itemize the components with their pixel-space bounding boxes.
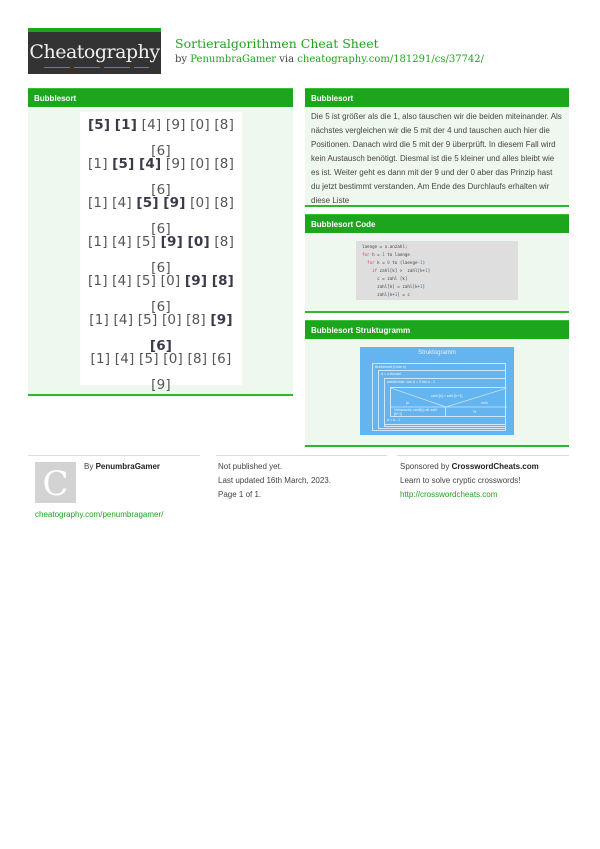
array-element: [8] — [214, 195, 235, 211]
sheet-url-link[interactable]: cheatography.com/181291/cs/37742/ — [297, 54, 485, 65]
sponsor-tagline: Learn to solve cryptic crosswords! — [400, 476, 521, 485]
empty-branch: % — [473, 410, 477, 414]
code-image — [356, 241, 518, 300]
swap-step-row — [80, 190, 242, 237]
footer-sponsor — [400, 460, 539, 502]
array-element: [1] — [89, 312, 109, 328]
array-element: [9] — [210, 312, 233, 328]
array-element: [4] — [112, 273, 132, 289]
code-line: laenge = x.anzahl; — [362, 244, 408, 249]
no-label: nein — [481, 401, 488, 405]
panel-bubblesort-text — [305, 88, 569, 207]
array-element: [0] — [161, 312, 182, 328]
array-element: [0] — [190, 156, 210, 172]
array-element: [9] — [184, 273, 208, 289]
footer-divider — [397, 455, 569, 456]
swap-branch: Vertausche zahl[b] mit zahl [b+1] — [391, 407, 446, 417]
footer-divider — [28, 455, 200, 456]
struct-block-outer: Bubblesort (Liste x) — [372, 363, 506, 431]
array-element: [1] — [87, 156, 108, 172]
by-label: by — [175, 54, 188, 65]
array-element: [4] — [139, 156, 162, 172]
swap-step-row — [80, 229, 242, 276]
footer-author-name[interactable]: PenumbraGamer — [95, 462, 161, 471]
array-element: [4] — [112, 195, 132, 211]
last-updated: Last updated 16th March, 2023. — [218, 476, 331, 485]
by-label: By — [84, 462, 94, 471]
footer-divider — [216, 455, 387, 456]
published-status: Not published yet. — [218, 462, 283, 471]
array-element: [8] — [214, 156, 235, 172]
author-link[interactable]: PenumbraGamer — [190, 54, 277, 65]
array-element: [9] — [151, 377, 171, 393]
array-element: [4] — [112, 234, 132, 250]
array-element: [0] — [187, 234, 210, 250]
panel-body-text: Die 5 ist größer als die 1, also tauschen wir die beiden miteinander. Als nächstes vergleichen wir die 5 mit der 4 und tauschen auch hier die Positionen. Danach wird die 5 mit der 9 überprüft. In diesem Fall wird kein Austausch benötigt. Diesmal ist die 5 kleiner und alles bleibt wie es ist. Weiter geht es dann mit der 9 und der 0 aber das Prinzip hast du jetzt bestimmt verstanden. Am Ende des Durchlaufs erhalten wir diese Liste — [311, 112, 562, 205]
byline — [175, 53, 484, 67]
array-element: [1] — [90, 351, 111, 367]
logo-underline — [44, 67, 149, 68]
array-element: [0] — [190, 195, 210, 211]
array-element: [9] — [163, 195, 186, 211]
array-element: [6] — [151, 260, 171, 276]
array-element: [1] — [114, 117, 138, 133]
array-element: [8] — [214, 234, 235, 250]
panel-title: Bubblesort — [28, 88, 293, 107]
swap-step-row — [80, 112, 242, 159]
struct-block-loop: wiederhole: von b = 0 bis a - 1 — [384, 378, 506, 427]
array-element: [5] — [137, 312, 158, 328]
swap-step-row — [80, 307, 242, 354]
footer-author — [84, 460, 160, 474]
array-element: [6] — [149, 338, 173, 354]
array-element: [5] — [139, 351, 159, 367]
array-element: [1] — [87, 195, 108, 211]
struct-block-assign: a = x.Anzahl — [378, 370, 506, 429]
avatar-letter: C — [42, 464, 69, 504]
array-element: [6] — [151, 299, 171, 315]
title-block — [175, 36, 484, 67]
bubblesort-steps-image — [80, 112, 242, 393]
struct-block-condition — [390, 387, 506, 417]
struktogramm-image — [360, 347, 514, 435]
code-line: for h = 1 to laenge — [362, 252, 410, 257]
struct-block-decrement: a = a - 1 — [384, 417, 506, 425]
panel-title: Bubblesort — [305, 88, 569, 107]
sponsor-link[interactable]: http://crosswordcheats.com — [400, 490, 498, 499]
array-element: [0] — [190, 117, 210, 133]
array-element: [1] — [87, 234, 108, 250]
page-count: Page 1 of 1. — [218, 490, 262, 499]
panel-bubblesort-struktogramm — [305, 320, 569, 447]
array-element: [8] — [214, 117, 235, 133]
panel-title: Bubblesort Struktugramm — [305, 320, 569, 339]
array-element: [4] — [114, 351, 135, 367]
array-element: [6] — [211, 351, 232, 367]
sponsor-name[interactable]: CrosswordCheats.com — [451, 462, 539, 471]
array-element: [8] — [186, 312, 206, 328]
array-element: [1] — [87, 273, 108, 289]
array-element: [5] — [136, 234, 157, 250]
array-element: [9] — [165, 156, 186, 172]
author-avatar[interactable] — [35, 462, 76, 503]
code-line: for k = 0 to (laenge-1) — [367, 260, 426, 265]
array-element: [0] — [163, 351, 183, 367]
array-element: [0] — [160, 273, 181, 289]
array-element: [6] — [151, 221, 171, 237]
array-element: [4] — [113, 312, 134, 328]
via-label: via — [279, 54, 295, 65]
panel-bubblesort-steps — [28, 88, 293, 396]
array-element: [8] — [187, 351, 208, 367]
array-element: [5] — [87, 117, 111, 133]
swap-step-row — [80, 268, 242, 315]
array-element: [5] — [136, 195, 159, 211]
panel-title: Bubblesort Code — [305, 214, 569, 233]
sponsored-by-label: Sponsored by — [400, 462, 450, 471]
condition-text: zahl [b] > zahl [b+1] — [431, 394, 463, 398]
code-line: zahl[k+1] = c — [362, 292, 410, 297]
condition-diagonal — [391, 388, 507, 408]
code-line: if zahl[k] > zahl[k+1] — [372, 268, 431, 273]
struktogramm-title: Struktogramm — [418, 350, 456, 356]
footer-status — [218, 460, 331, 502]
array-element: [6] — [151, 143, 171, 159]
cheatography-logo[interactable] — [28, 28, 161, 74]
code-line: zahl[k] = zahl[k+1] — [362, 284, 426, 289]
author-profile-link[interactable]: cheatography.com/penumbragamer/ — [35, 510, 164, 519]
logo-text: Cheatography — [29, 41, 160, 63]
swap-step-row — [80, 346, 242, 393]
array-element: [5] — [112, 156, 135, 172]
yes-label: ja — [406, 401, 409, 405]
array-element: [9] — [160, 234, 183, 250]
code-line: c = zahl [k] — [362, 276, 408, 281]
array-element: [4] — [141, 117, 162, 133]
array-element: [6] — [151, 182, 171, 198]
array-element: [8] — [211, 273, 235, 289]
panel-bubblesort-code — [305, 214, 569, 313]
page-title[interactable]: Sortieralgorithmen Cheat Sheet — [175, 36, 379, 51]
array-element: [9] — [165, 117, 186, 133]
swap-step-row — [80, 151, 242, 198]
array-element: [5] — [136, 273, 157, 289]
